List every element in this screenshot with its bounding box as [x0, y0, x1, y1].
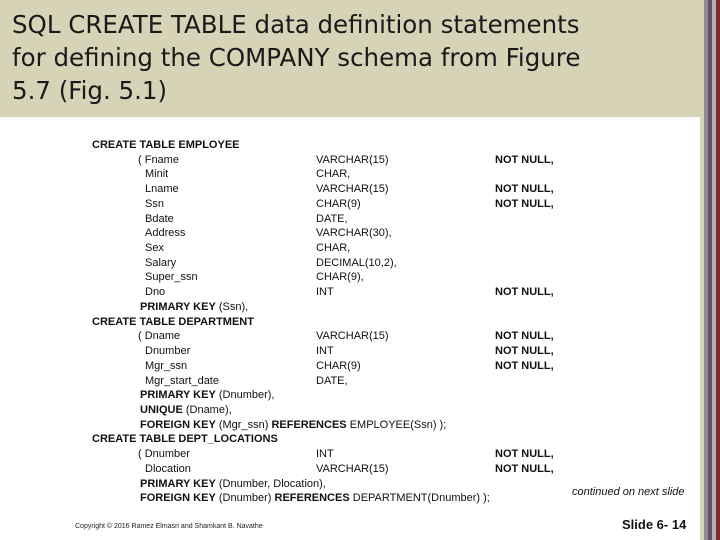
column-type: VARCHAR(30), [316, 227, 392, 240]
primary-key-line [140, 388, 274, 403]
references-target: DEPARTMENT(Dnumber) ); [352, 492, 490, 505]
foreign-key-keyword: FOREIGN KEY [140, 492, 216, 505]
column-type: VARCHAR(15) [316, 153, 389, 166]
create-table-line [92, 138, 240, 153]
continued-note: continued on next slide [572, 486, 685, 498]
slide-title [12, 8, 692, 107]
column-name: Super_ssn [145, 271, 198, 284]
column-type: VARCHAR(15) [316, 183, 389, 196]
title-banner [0, 0, 700, 117]
primary-key-line-keyword: PRIMARY KEY [140, 389, 216, 402]
table-name: DEPARTMENT [178, 315, 254, 328]
unique-line-value: (Dname), [185, 403, 232, 416]
create-table-keyword: CREATE TABLE [92, 315, 176, 328]
create-table-line [92, 432, 278, 447]
slide-title-line-3: 5.7 (Fig. 5.1) [12, 76, 168, 105]
column-type: VARCHAR(15) [316, 330, 389, 343]
column-name: Minit [145, 168, 169, 181]
column-constraint: NOT NULL, [495, 448, 554, 461]
column-constraint: NOT NULL, [495, 286, 554, 299]
column-name: ( Dname [138, 330, 181, 343]
column-type: CHAR, [316, 242, 351, 255]
decorative-side-stripes [700, 0, 720, 540]
column-name: Dno [145, 286, 166, 299]
column-name: Bdate [145, 212, 174, 225]
table-name: EMPLOYEE [178, 139, 240, 151]
unique-line-keyword: UNIQUE [140, 403, 183, 416]
primary-key-line-value: (Ssn), [218, 300, 249, 313]
primary-key-line-keyword: PRIMARY KEY [140, 477, 216, 490]
column-name: Lname [145, 183, 179, 196]
column-constraint: NOT NULL, [495, 183, 554, 196]
foreign-key-line [140, 418, 446, 433]
slide-title-line-2: for defining the COMPANY schema from Figure [12, 43, 581, 72]
column-type: INT [316, 345, 334, 358]
column-constraint: NOT NULL, [495, 345, 554, 358]
column-type: INT [316, 286, 334, 299]
column-type: CHAR(9), [316, 271, 364, 284]
column-type: VARCHAR(15) [316, 462, 389, 475]
copyright-text: Copyright © 2016 Ramez Elmasri and Shamkant B. Navathe [75, 523, 263, 530]
column-type: CHAR, [316, 168, 351, 181]
column-name: Dnumber [145, 345, 191, 358]
column-type: CHAR(9) [316, 359, 361, 372]
column-name: ( Dnumber [138, 448, 190, 461]
create-table-line [92, 315, 254, 330]
unique-line [140, 403, 232, 418]
column-name: Dlocation [145, 462, 191, 475]
primary-key-line [140, 477, 326, 492]
column-type: DECIMAL(10,2), [316, 256, 397, 269]
create-table-keyword: CREATE TABLE [92, 433, 176, 446]
foreign-key-keyword: FOREIGN KEY [140, 418, 216, 431]
primary-key-line [140, 300, 248, 315]
primary-key-line-keyword: PRIMARY KEY [140, 300, 216, 313]
foreign-key-column: (Mgr_ssn) [218, 418, 269, 431]
create-table-keyword: CREATE TABLE [92, 139, 176, 151]
primary-key-line-value: (Dnumber), [218, 389, 275, 402]
column-constraint: NOT NULL, [495, 330, 554, 343]
column-name: Salary [145, 256, 177, 269]
column-constraint: NOT NULL, [495, 197, 554, 210]
references-target: EMPLOYEE(Ssn) ); [349, 418, 447, 431]
column-name: ( Fname [138, 153, 179, 166]
column-constraint: NOT NULL, [495, 359, 554, 372]
column-constraint: NOT NULL, [495, 153, 554, 166]
column-type: CHAR(9) [316, 197, 361, 210]
column-name: Address [145, 227, 186, 240]
column-name: Mgr_start_date [145, 374, 219, 387]
table-name: DEPT_LOCATIONS [178, 433, 278, 446]
slide-number: Slide 6- 14 [622, 517, 687, 532]
column-name: Mgr_ssn [145, 359, 188, 372]
column-type: DATE, [316, 212, 348, 225]
references-keyword: REFERENCES [274, 492, 350, 505]
primary-key-line-value: (Dnumber, Dlocation), [218, 477, 326, 490]
column-name: Sex [145, 242, 164, 255]
foreign-key-line [140, 491, 490, 506]
references-keyword: REFERENCES [271, 418, 347, 431]
column-type: DATE, [316, 374, 348, 387]
column-type: INT [316, 448, 334, 461]
foreign-key-column: (Dnumber) [218, 492, 272, 505]
column-constraint: NOT NULL, [495, 462, 554, 475]
column-name: Ssn [145, 197, 164, 210]
slide-title-line-1: SQL CREATE TABLE data definition statements [12, 10, 580, 39]
